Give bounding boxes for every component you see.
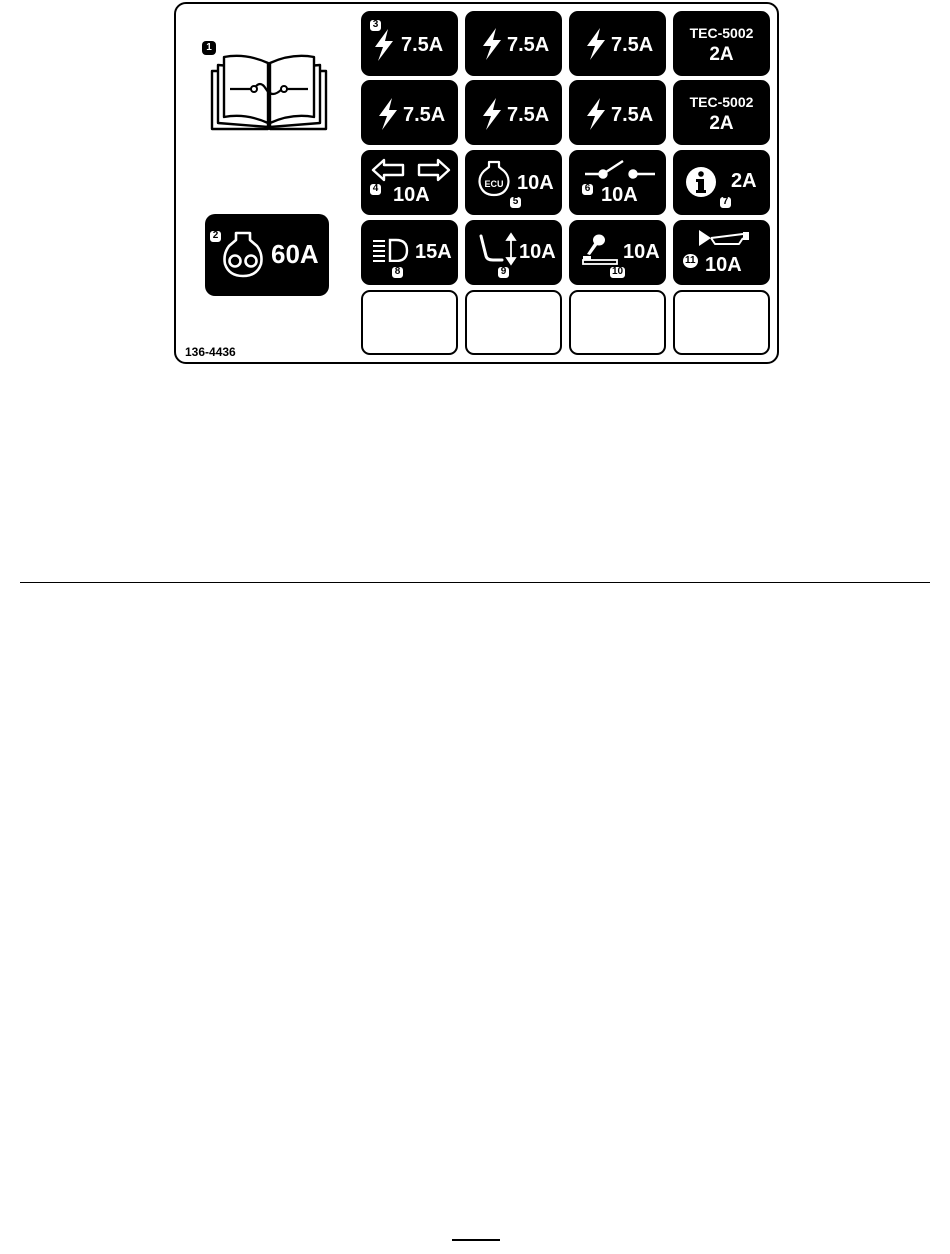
fuse-r1c1 [361,11,458,76]
fuse-label: TEC-5002 [689,94,754,110]
fuse-rating: 10A [393,184,430,206]
fuse-rating: 7.5A [611,104,654,126]
callout-8: 8 [391,266,404,279]
fuse-slot-empty [361,290,458,355]
fuse-r2c3 [569,80,666,145]
fuse-r3c4 [673,150,770,215]
callout-7: 7 [719,196,732,209]
power-bolt-icon [373,29,395,61]
section-divider [20,582,930,583]
fuse-rating: 60A [271,239,319,269]
engine-glow-plug-icon [221,230,265,280]
fuse-r2c1 [361,80,458,145]
fuse-rating: 7.5A [507,34,550,56]
fuse-r3c3 [569,150,666,215]
fuse-rating: 10A [623,241,660,263]
fuse-rating: 10A [517,172,554,194]
ecu-text: ECU [484,179,504,189]
fuse-decal [174,2,779,364]
headlight-icon [371,238,411,262]
fuse-r1c2 [465,11,562,76]
fuse-rating: 15A [415,241,452,263]
fuse-r4c3 [569,220,666,285]
callout-5: 5 [509,196,522,209]
fuse-r2c2 [465,80,562,145]
fuse-r1c3 [569,11,666,76]
main-fuse-60a [205,214,329,296]
callout-11: 11 [685,255,696,266]
fuse-rating: 2A [709,44,734,65]
fuse-rating: 10A [601,184,638,206]
power-bolt-icon [585,28,607,60]
callout-2: 2 [209,230,222,243]
power-bolt-icon [481,98,503,130]
callout-1: 1 [202,41,216,55]
fuse-r4c1 [361,220,458,285]
fuse-r4c4 [673,220,770,285]
fuse-r1c4 [673,11,770,76]
info-icon [685,166,717,198]
callout-9: 9 [497,266,510,279]
callout-3: 3 [369,19,382,32]
fuse-r4c2 [465,220,562,285]
power-outlet-icon [579,230,619,266]
callout-6: 6 [581,183,594,196]
switch-icon [583,158,657,182]
power-bolt-icon [377,98,399,130]
fuse-r3c1 [361,150,458,215]
footer-rule [452,1239,500,1241]
horn-icon [697,228,753,250]
fuse-slot-empty [465,290,562,355]
fuse-r2c4 [673,80,770,145]
fuse-slot-empty [673,290,770,355]
callout-10: 10 [609,266,626,279]
fuse-r3c2 [465,150,562,215]
fuse-slot-empty [569,290,666,355]
fuse-label: TEC-5002 [689,25,754,41]
callout-4: 4 [369,183,382,196]
turn-signal-arrows-icon [371,158,451,182]
seat-adjust-icon [477,232,517,266]
fuse-rating: 7.5A [403,104,446,126]
engine-ecu-icon [477,160,511,198]
fuse-rating: 2A [731,170,757,192]
operator-manual-fuse-icon [210,49,328,131]
fuse-rating: 10A [705,254,742,276]
fuse-rating: 7.5A [401,34,444,56]
fuse-rating: 2A [709,113,734,134]
power-bolt-icon [481,28,503,60]
fuse-rating: 7.5A [611,34,654,56]
fuse-rating: 7.5A [507,104,550,126]
power-bolt-icon [585,98,607,130]
fuse-rating: 10A [519,241,556,263]
part-number: 136-4436 [185,345,236,359]
